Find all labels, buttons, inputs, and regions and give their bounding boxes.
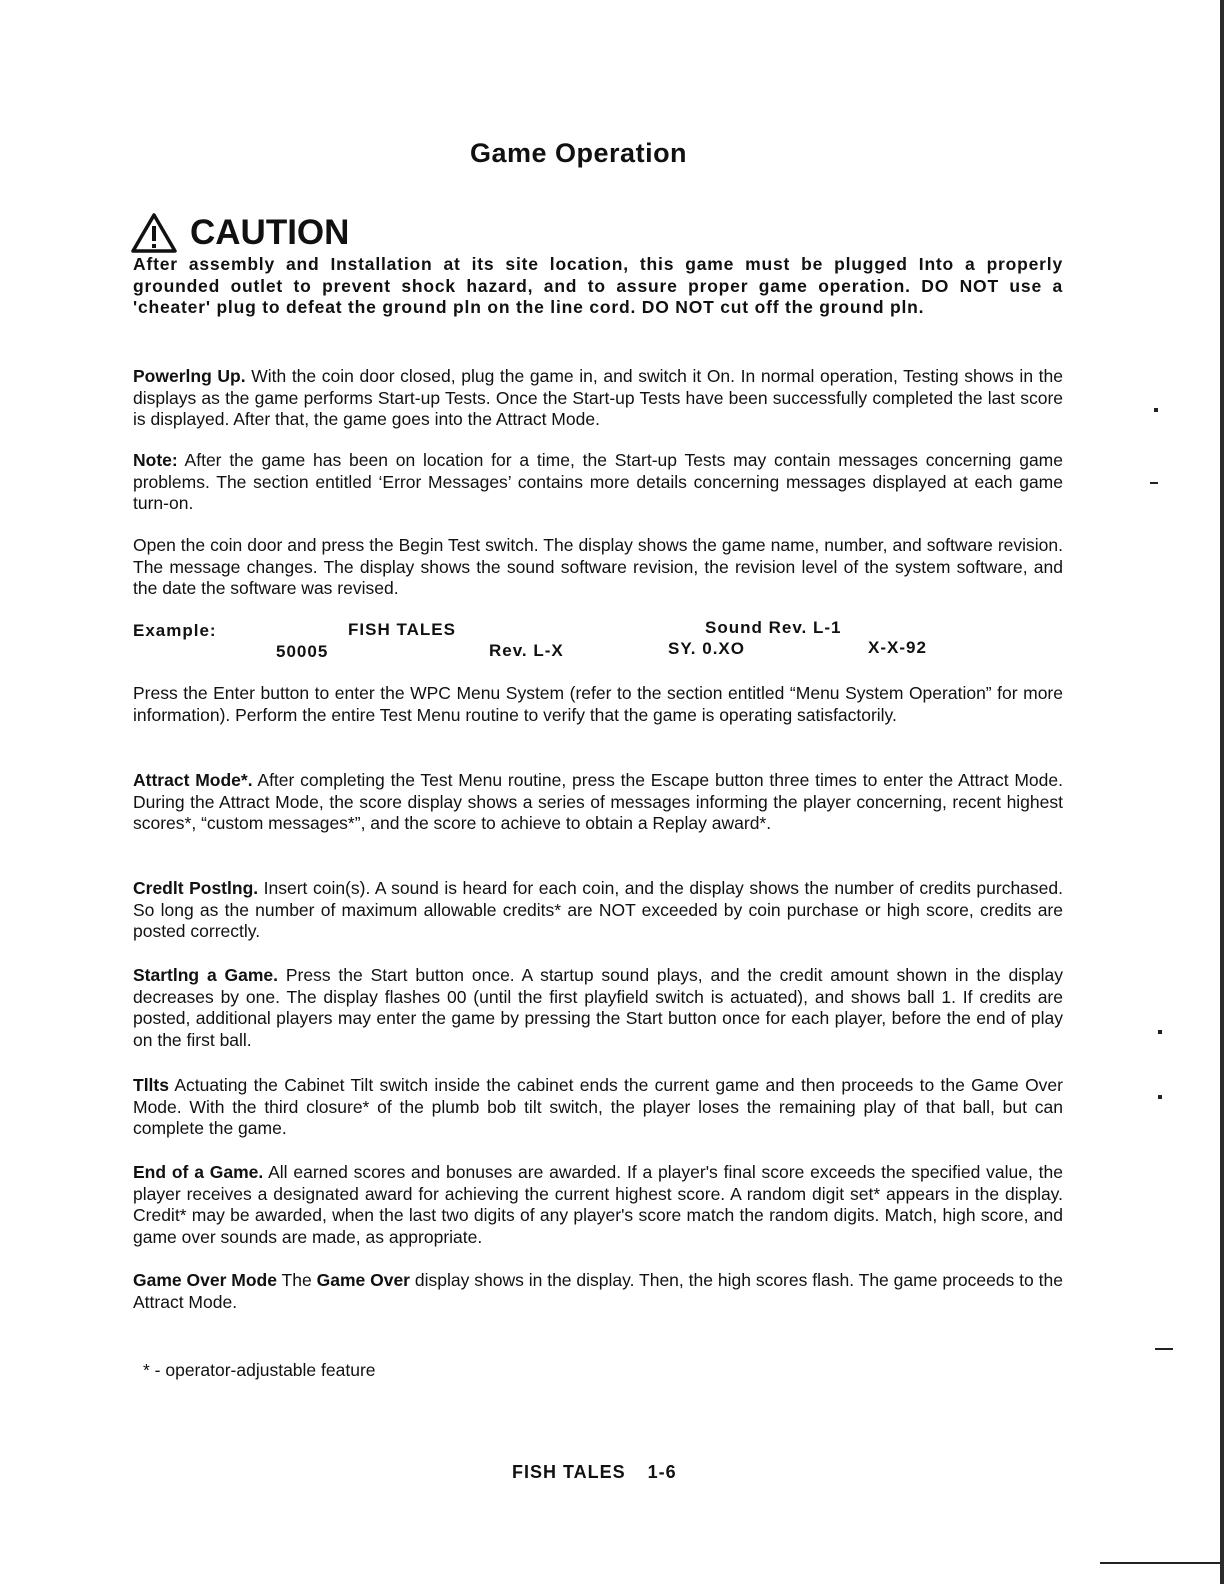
end-of-game-paragraph bbox=[133, 1162, 1063, 1248]
game-over-paragraph bbox=[133, 1270, 1063, 1313]
paragraph-text: After the game has been on location for a time, the Start-up Tests may contain messages concerning game problems. The section entitled ‘Error Messages’ contains more details concerning messages displayed at each game turn-on. bbox=[133, 450, 1063, 513]
scan-speck bbox=[1150, 482, 1158, 484]
scan-edge-border bbox=[1220, 0, 1224, 1584]
example-date: X-X-92 bbox=[868, 638, 927, 657]
paragraph-text: Press the Start button once. A startup sound plays, and the credit amount shown in the display decreases by one. The display flashes 00 (until the first playfield switch is actuated), and shows ball 1. If credits are posted, additional players may enter the game by pressing the Start button once for each player, before the end of play on the first ball. bbox=[133, 965, 1063, 1050]
example-label: Example: bbox=[133, 621, 217, 640]
page-title: Game Operation bbox=[470, 138, 688, 168]
example-game-name: FISH TALES bbox=[348, 620, 456, 639]
press-enter-paragraph: Press the Enter button to enter the WPC Menu System (refer to the section entitled “Menu System Operation” for more information). Perform the entire Test Menu routine to verify that the game is operating satisfactorily. bbox=[133, 683, 1063, 725]
page-number: 1-6 bbox=[647, 1462, 677, 1482]
example-rev: Rev. L-X bbox=[489, 641, 564, 660]
paragraph-text: Actuating the Cabinet Tilt switch inside the cabinet ends the current game and then proceeds to the Game Over Mode. With the third closure* of the plumb bob tilt switch, the player loses the remaining play of that ball, but can complete the game. bbox=[133, 1075, 1063, 1138]
scan-speck bbox=[1158, 1095, 1162, 1099]
paragraph-text: Insert coin(s). A sound is heard for each coin, and the display shows the number of credits purchased. So long as the number of maximum allowable credits* are NOT exceeded by coin purchase or high score, credits are posted correctly. bbox=[133, 878, 1063, 941]
scan-edge-line bbox=[1100, 1562, 1220, 1564]
example-number: 50005 bbox=[276, 642, 329, 661]
paragraph-text: display shows in the display. Then, the high scores flash. The game proceeds to the Attract Mode. bbox=[133, 1270, 1063, 1312]
scan-speck bbox=[1158, 1030, 1162, 1034]
paragraph-lead: Startlng a Game. bbox=[133, 965, 279, 985]
example-system: SY. 0.XO bbox=[668, 639, 745, 658]
powering-up-paragraph bbox=[133, 366, 1063, 431]
paragraph-lead: Tllts bbox=[133, 1075, 169, 1095]
note-paragraph bbox=[133, 450, 1063, 515]
footer-title: FISH TALES bbox=[512, 1462, 626, 1482]
caution-text: After assembly and Installation at its site location, this game must be plugged Into a properly grounded outlet to prevent shock hazard, and to assure proper game operation. DO NOT use a 'cheater' plug to defeat the ground pln on the line cord. DO NOT cut off the ground pln. bbox=[133, 254, 1063, 317]
paragraph-lead: End of a Game. bbox=[133, 1162, 264, 1182]
paragraph-lead: Note: bbox=[133, 450, 178, 470]
tilts-paragraph bbox=[133, 1075, 1063, 1140]
game-over-inline: Game Over bbox=[316, 1270, 410, 1290]
example-sound-rev: Sound Rev. L-1 bbox=[705, 618, 842, 637]
caution-header bbox=[130, 212, 349, 254]
open-door-paragraph: Open the coin door and press the Begin Test switch. The display shows the game name, number, and software revision. The message changes. The display shows the sound software revision, the revision level of the system software, and the date the software was revised. bbox=[133, 535, 1063, 598]
scan-speck bbox=[1154, 408, 1158, 412]
attract-mode-paragraph bbox=[133, 770, 1063, 835]
paragraph-lead: Powerlng Up. bbox=[133, 366, 246, 386]
footnote: * - operator-adjustable feature bbox=[143, 1360, 376, 1380]
paragraph-text: After completing the Test Menu routine, press the Escape button three times to enter the Attract Mode. During the Attract Mode, the score display shows a series of messages informing the player concerning, recent highest scores*, “custom messages*”, and the score to achieve to obtain a Replay award*. bbox=[133, 770, 1063, 833]
paragraph-lead: Attract Mode*. bbox=[133, 770, 253, 790]
caution-heading: CAUTION bbox=[190, 213, 350, 252]
paragraph-lead: Credlt Postlng. bbox=[133, 878, 259, 898]
page-footer bbox=[512, 1462, 677, 1483]
paragraph-text: With the coin door closed, plug the game in, and switch it On. In normal operation, Testing shows in the displays as the game performs Start-up Tests. Once the Start-up Tests have been successfully completed the last score is displayed. After that, the game goes into the Attract Mode. bbox=[133, 366, 1063, 429]
scan-speck bbox=[1155, 1348, 1173, 1350]
credit-posting-paragraph bbox=[133, 878, 1063, 943]
warning-triangle-icon bbox=[130, 212, 178, 254]
paragraph-text: All earned scores and bonuses are awarded. If a player's final score exceeds the specified value, the player receives a designated award for achieving the current highest score. A random digit set* appears in the display. Credit* may be awarded, when the last two digits of any player's score match the random digits. Match, high score, and game over sounds are made, as appropriate. bbox=[133, 1162, 1063, 1247]
paragraph-lead: Game Over Mode bbox=[133, 1270, 277, 1290]
starting-game-paragraph bbox=[133, 965, 1063, 1051]
paragraph-text: The bbox=[276, 1270, 317, 1290]
example-display bbox=[133, 618, 1063, 664]
